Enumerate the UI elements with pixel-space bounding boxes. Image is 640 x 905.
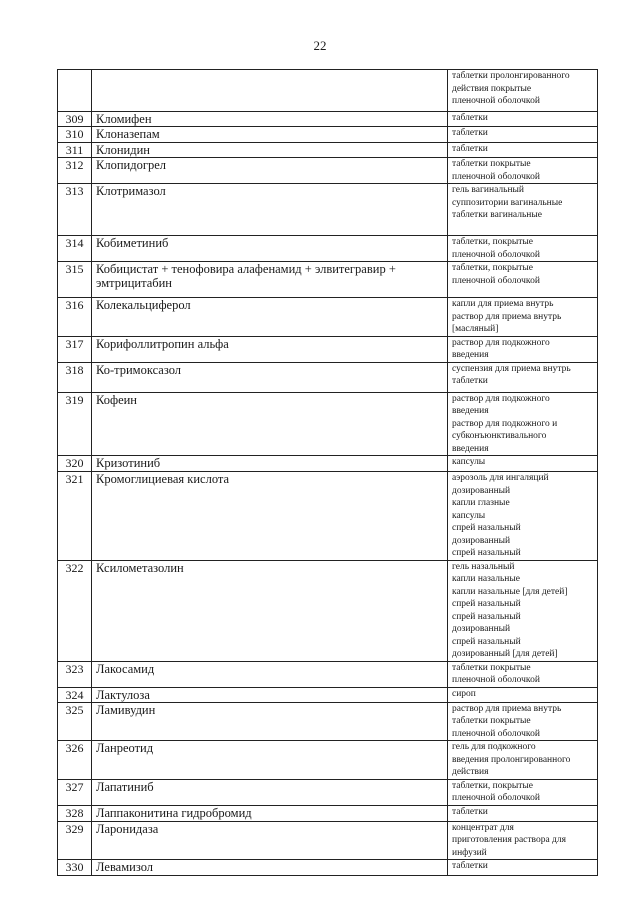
dosage-form-line: таблетки xyxy=(452,128,488,138)
dosage-form-line: пленочной оболочкой xyxy=(452,171,540,182)
dosage-form-line: таблетки пролонгированного xyxy=(452,71,570,81)
dosage-forms xyxy=(448,158,598,184)
drug-name: Кломифен xyxy=(92,112,448,127)
dosage-form-line: спрей назальный xyxy=(452,548,521,558)
drug-name: Клотримазол xyxy=(92,184,448,236)
drug-name: Ламивудин xyxy=(92,702,448,741)
row-number: 327 xyxy=(58,779,92,805)
table-row xyxy=(58,143,598,158)
dosage-form-line: раствор для подкожного xyxy=(452,337,550,348)
dosage-forms xyxy=(448,456,598,472)
table-row xyxy=(58,860,598,876)
dosage-form-line: таблетки xyxy=(452,806,488,817)
dosage-form-line: пленочной оболочкой xyxy=(452,249,540,260)
dosage-form-line: таблетки xyxy=(452,861,488,871)
drug-name: Ланреотид xyxy=(92,741,448,780)
table-row xyxy=(58,560,598,661)
dosage-form-line: раствор для приема внутрь xyxy=(452,703,562,714)
drug-table-body xyxy=(58,70,598,876)
table-row xyxy=(58,472,598,561)
table-row xyxy=(58,127,598,143)
dosage-form-line: введения xyxy=(452,443,489,454)
dosage-form-line: спрей назальный xyxy=(452,599,521,609)
drug-name: Кобицистат + тенофовира алафенамид + элвитегравир + эмтрицитабин xyxy=(92,262,448,298)
dosage-form-line: таблетки, покрытые xyxy=(452,780,533,791)
dosage-form-line: гель для подкожного xyxy=(452,742,536,752)
table-row xyxy=(58,362,598,392)
dosage-form-line: таблетки xyxy=(452,113,488,123)
table-row xyxy=(58,741,598,780)
row-number: 317 xyxy=(58,336,92,362)
dosage-forms xyxy=(448,112,598,127)
dosage-form-line: концентрат для xyxy=(452,822,514,833)
dosage-form-line: капли глазные xyxy=(452,498,510,508)
dosage-form-line: инфузий xyxy=(452,847,487,858)
dosage-form-line: раствор для подкожного и xyxy=(452,418,558,429)
table-row xyxy=(58,158,598,184)
dosage-forms xyxy=(448,127,598,143)
dosage-form-line: дозированный xyxy=(452,535,511,546)
dosage-form-line: пленочной оболочкой xyxy=(452,728,540,739)
dosage-forms xyxy=(448,779,598,805)
row-number: 309 xyxy=(58,112,92,127)
dosage-form-line: капли для приема внутрь xyxy=(452,299,554,309)
table-row xyxy=(58,262,598,298)
dosage-forms xyxy=(448,184,598,236)
dosage-forms xyxy=(448,392,598,456)
drug-name: Корифоллитропин альфа xyxy=(92,336,448,362)
dosage-forms xyxy=(448,472,598,561)
dosage-form-line: введения xyxy=(452,406,489,416)
row-number: 320 xyxy=(58,456,92,472)
dosage-form-line: дозированный [для детей] xyxy=(452,649,558,659)
row-number: 326 xyxy=(58,741,92,780)
dosage-form-line: пленочной оболочкой xyxy=(452,675,540,685)
table-row xyxy=(58,661,598,687)
dosage-forms xyxy=(448,262,598,298)
row-number: 315 xyxy=(58,262,92,298)
table-row xyxy=(58,336,598,362)
dosage-forms xyxy=(448,70,598,112)
dosage-forms xyxy=(448,821,598,860)
dosage-form-line: раствор для приема внутрь xyxy=(452,311,562,322)
drug-name: Колекальциферол xyxy=(92,298,448,337)
table-row xyxy=(58,456,598,472)
table-row xyxy=(58,112,598,127)
row-number: 322 xyxy=(58,560,92,661)
row-number: 329 xyxy=(58,821,92,860)
drug-name: Клоназепам xyxy=(92,127,448,143)
dosage-form-line: аэрозоль для ингаляций xyxy=(452,473,549,483)
dosage-forms xyxy=(448,702,598,741)
drug-name: Клопидогрел xyxy=(92,158,448,184)
row-number: 311 xyxy=(58,143,92,158)
dosage-form-line: суспензия для приема внутрь xyxy=(452,363,571,374)
row-number: 316 xyxy=(58,298,92,337)
dosage-forms xyxy=(448,805,598,821)
drug-name: Кромоглициевая кислота xyxy=(92,472,448,561)
dosage-form-line: гель вагинальный xyxy=(452,185,525,195)
table-row xyxy=(58,298,598,337)
dosage-forms xyxy=(448,336,598,362)
drug-name: Левамизол xyxy=(92,860,448,876)
table-row xyxy=(58,392,598,456)
page-number: 22 xyxy=(313,38,327,53)
drug-name: Лаппаконитина гидробромид xyxy=(92,805,448,821)
drug-name: Кобиметиниб xyxy=(92,236,448,262)
table-row xyxy=(58,184,598,236)
drug-name: Кофеин xyxy=(92,392,448,456)
dosage-form-line: капсулы xyxy=(452,457,486,467)
row-number: 312 xyxy=(58,158,92,184)
dosage-form-line: капсулы xyxy=(452,510,486,521)
dosage-form-line: таблетки xyxy=(452,376,488,386)
row-number: 318 xyxy=(58,362,92,392)
dosage-form-line: [масляный] xyxy=(452,324,499,334)
drug-name: Ларонидаза xyxy=(92,821,448,860)
dosage-form-line: таблетки, покрытые xyxy=(452,263,533,273)
dosage-form-line: таблетки покрытые xyxy=(452,716,531,726)
row-number: 310 xyxy=(58,127,92,143)
dosage-form-line: таблетки покрытые xyxy=(452,159,531,169)
dosage-form-line: субконъюнктивального xyxy=(452,431,547,441)
dosage-form-line: приготовления раствора для xyxy=(452,835,566,845)
drug-name: Кризотиниб xyxy=(92,456,448,472)
dosage-forms xyxy=(448,143,598,158)
table-row xyxy=(58,821,598,860)
drug-name: Лактулоза xyxy=(92,687,448,702)
drug-name: Клонидин xyxy=(92,143,448,158)
dosage-form-line: суппозитории вагинальные xyxy=(452,197,563,208)
dosage-form-line: таблетки, покрытые xyxy=(452,237,533,247)
dosage-form-line: таблетки вагинальные xyxy=(452,210,542,220)
table-row xyxy=(58,805,598,821)
dosage-form-line: сироп xyxy=(452,688,476,699)
drug-name: Ко-тримоксазол xyxy=(92,362,448,392)
dosage-form-line: пленочной оболочкой xyxy=(452,793,540,803)
drug-name: Лакосамид xyxy=(92,661,448,687)
dosage-forms xyxy=(448,298,598,337)
drug-table xyxy=(57,69,598,876)
row-number xyxy=(58,70,92,112)
table-row xyxy=(58,779,598,805)
dosage-forms xyxy=(448,362,598,392)
row-number: 319 xyxy=(58,392,92,456)
dosage-form-line: капли назальные [для детей] xyxy=(452,586,568,597)
dosage-form-line: действия покрытые xyxy=(452,83,532,94)
row-number: 324 xyxy=(58,687,92,702)
table-row xyxy=(58,236,598,262)
dosage-form-line: пленочной оболочкой xyxy=(452,96,540,106)
dosage-form-line: капли назальные xyxy=(452,574,520,584)
dosage-form-line: дозированный xyxy=(452,624,511,634)
row-number: 325 xyxy=(58,702,92,741)
table-row xyxy=(58,687,598,702)
dosage-form-line: введения пролонгированного xyxy=(452,754,571,765)
drug-name: Ксилометазолин xyxy=(92,560,448,661)
dosage-form-line: спрей назальный xyxy=(452,636,521,647)
dosage-form-line: дозированный xyxy=(452,485,511,496)
drug-name xyxy=(92,70,448,112)
table-row xyxy=(58,702,598,741)
drug-name: Лапатиниб xyxy=(92,779,448,805)
dosage-forms xyxy=(448,661,598,687)
row-number: 323 xyxy=(58,661,92,687)
dosage-forms xyxy=(448,741,598,780)
dosage-form-line: гель назальный xyxy=(452,561,515,572)
dosage-forms xyxy=(448,560,598,661)
dosage-forms xyxy=(448,687,598,702)
dosage-form-line: таблетки xyxy=(452,144,488,154)
row-number: 330 xyxy=(58,860,92,876)
dosage-form-line: введения xyxy=(452,350,489,360)
table-row xyxy=(58,70,598,112)
dosage-form-line: раствор для подкожного xyxy=(452,393,550,404)
dosage-forms xyxy=(448,236,598,262)
row-number: 321 xyxy=(58,472,92,561)
row-number: 313 xyxy=(58,184,92,236)
dosage-form-line: спрей назальный xyxy=(452,523,521,533)
row-number: 314 xyxy=(58,236,92,262)
dosage-form-line: таблетки покрытые xyxy=(452,662,531,673)
dosage-form-line: пленочной оболочкой xyxy=(452,275,540,286)
dosage-form-line: действия xyxy=(452,767,489,777)
row-number: 328 xyxy=(58,805,92,821)
dosage-form-line: спрей назальный xyxy=(452,611,521,622)
dosage-forms xyxy=(448,860,598,876)
